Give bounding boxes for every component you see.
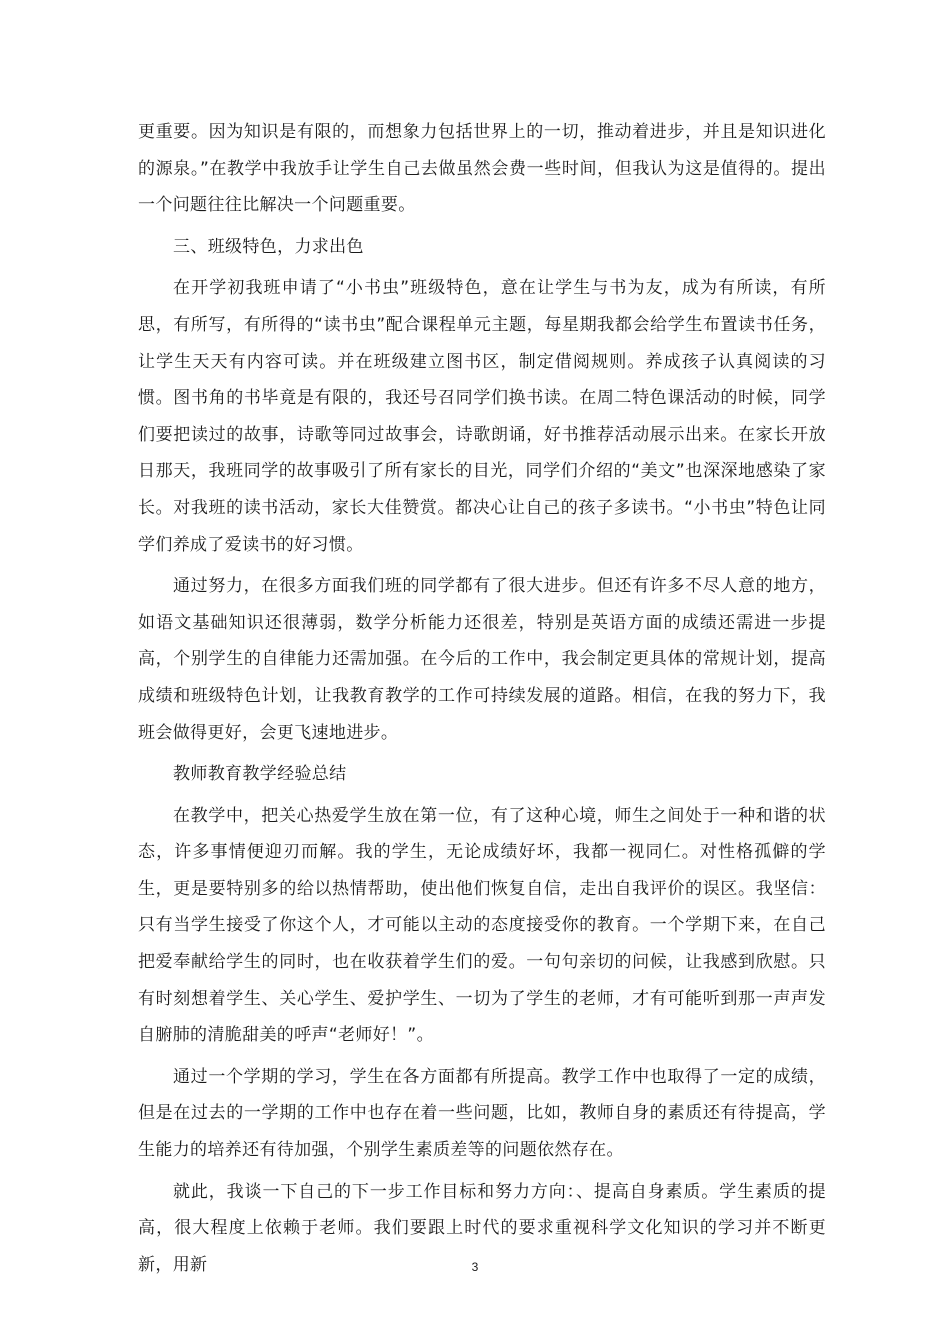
section-heading-experience-summary: 教师教育教学经验总结: [173, 764, 347, 785]
paragraph-7: 通过一个学期的学习，学生在各方面都有所提高。教学工作中也取得了一定的成绩，但是在过去的一学期的工作中也存在着一些问题，比如，教师自身的素质还有待提高，学生能力的培养还有待加强，个别学生素质差等的问题依然存在。: [138, 1066, 826, 1161]
document-body: [138, 114, 826, 1283]
paragraph-4: 通过努力，在很多方面我们班的同学都有了很大进步。但还有许多不尽人意的地方，如语文基础知识还很薄弱，数学分析能力还很差，特别是英语方面的成绩还需进一步提高，个别学生的自律能力还需加强。在今后的工作中，我会制定更具体的常规计划，提高成绩和班级特色计划，让我教育教学的工作可持续发展的道路。相信，在我的努力下，我班会做得更好，会更飞速地进步。: [138, 576, 826, 743]
section-heading-class-features: 三、班级特色，力求出色: [173, 236, 364, 257]
paragraph-3: 在开学初我班申请了“小书虫”班级特色，意在让学生与书为友，成为有所读，有所思，有所写，有所得的“读书虫”配合课程单元主题，每星期我都会给学生布置读书任务，让学生天天有内容可读。并在班级建立图书区，制定借阅规则。养成孩子认真阅读的习惯。图书角的书毕竟是有限的，我还号召同学们换书读。在周二特色课活动的时候，同学们要把读过的故事，诗歌等同过故事会，诗歌朗诵，好书推荐活动展示出来。在家长开放日那天，我班同学的故事吸引了所有家长的目光，同学们介绍的“美文”也深深地感染了家长。对我班的读书活动，家长大佳赞赏。都决心让自己的孩子多读书。“小书虫”特色让同学们养成了爱读书的好习惯。: [138, 278, 826, 555]
paragraph-1: 更重要。因为知识是有限的，而想象力包括世界上的一切，推动着进步，并且是知识进化的源泉。”在教学中我放手让学生自己去做虽然会费一些时间，但我认为这是值得的。提出一个问题往往比解决一个问题重要。: [138, 122, 826, 216]
paragraph-6: 在教学中，把关心热爱学生放在第一位，有了这种心境，师生之间处于一种和谐的状态，许多事情便迎刃而解。我的学生，无论成绩好坏，我都一视同仁。对性格孤僻的学生，更是要特别多的给以热情帮助，使出他们恢复自信，走出自我评价的误区。我坚信：只有当学生接受了你这个人，才可能以主动的态度接受你的教育。一个学期下来，在自己把爱奉献给学生的同时，也在收获着学生们的爱。一句句亲切的问候，让我感到欣慰。只有时刻想着学生、关心学生、爱护学生、一切为了学生的老师，才有可能听到那一声声发自腑肺的清脆甜美的呼声“老师好！”。: [138, 805, 826, 1046]
page-number: 3: [471, 1260, 479, 1274]
paragraph-8: 就此，我谈一下自己的下一步工作目标和努力方向：、提高自身素质。学生素质的提高，很大程度上依赖于老师。我们要跟上时代的要求重视科学文化知识的学习并不断更新，用新: [138, 1181, 826, 1275]
